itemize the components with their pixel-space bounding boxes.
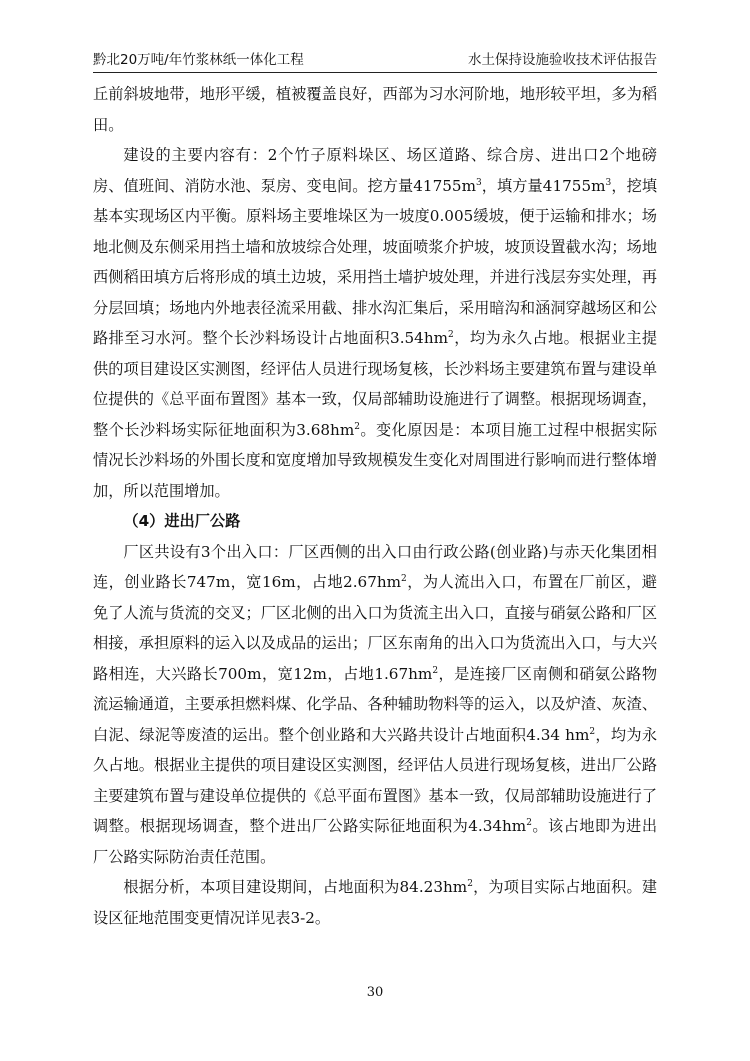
superscript: 3	[605, 177, 612, 188]
header-report-title: 水土保持设施验收技术评估报告	[468, 52, 657, 68]
body-text	[93, 79, 657, 933]
superscript: 2	[448, 329, 454, 340]
paragraph-intro-continuation: 丘前斜坡地带，地形平缓，植被覆盖良好，西部为习水河阶地，地形较平坦，多为稻田。	[93, 85, 657, 134]
superscript: 2	[467, 878, 473, 889]
superscript: 3	[476, 177, 482, 188]
paragraph-construction-content: 建设的主要内容有：2个竹子原料垛区、场区道路、综合房、进出口2个地磅房、值班间、消防水池、泵房、变电间。挖方量$41755m^3$，填方量$41755m^3$，挖填基本实现场区内平衡。原料场主要堆垛区为一坡度0.005缓坡，便于运输和排水；场地北侧及东侧采用挡土墙和放坡综合处理，坡面喷浆介护坡，坡顶设置截水沟；场地西侧稻田填方后将形成的填土边坡，采用挡土墙护坡处理，并进行浅层夯实处理，再分层回填；场地内外地表径流采用截、排水沟汇集后，采用暗沟和涵洞穿越场区和公路排至习水河。整个长沙料场设计占地面积$3.54hm^2$，均为永久占地。根据业主提供的项目建设区实测图，经评估人员进行现场复核，长沙料场主要建筑布置与建设单位提供的《总平面布置图》基本一致，仅局部辅助设施进行了调整。根据现场调查，整个长沙料场实际征地面积为$3.68hm^2$。变化原因是：本项目施工过程中根据实际情况长沙料场的外围长度和宽度增加导致规模发生变化对周围进行影响而进行整体增加，所以范围增加。	[93, 146, 658, 500]
superscript: 2	[401, 573, 407, 584]
header-project-title: 黔北20万吨/年竹浆林纸一体化工程	[93, 52, 304, 68]
superscript: 2	[354, 421, 360, 432]
paragraph-summary: 根据分析，本项目建设期间，占地面积为$84.23hm^2$，为项目实际占地面积。建设区征地范围变更情况详见表3-2。	[93, 878, 658, 927]
section-heading: （4）进出厂公路	[123, 512, 241, 530]
superscript: 2	[432, 665, 439, 676]
page-header	[93, 50, 657, 73]
paragraph-access-roads: 厂区共设有3个出入口：厂区西侧的出入口由行政公路(创业路)与赤天化集团相连，创业路长747m，宽16m，占地$2.67hm^2$，为人流出入口，布置在厂前区，避免了人流与货流的交叉；厂区北侧的出入口为货流主出入口，直接与硝氨公路和厂区相接，承担原料的运入以及成品的运出；厂区东南角的出入口为货流出入口，与大兴路相连，大兴路长700m，宽12m，占地$1.67hm^2$，是连接厂区南侧和硝氨公路物流运输通道，主要承担燃料煤、化学品、各种辅助物料等的运入，以及炉渣、灰渣、白泥、绿泥等废渣的运出。整个创业路和大兴路共设计占地面积4.34 $hm^2$，均为永久占地。根据业主提供的项目建设区实测图，经评估人员进行现场复核，进出厂公路主要建筑布置与建设单位提供的《总平面布置图》基本一致，仅局部辅助设施进行了调整。根据现场调查，整个进出厂公路实际征地面积为$4.34hm^2$。该占地即为进出厂公路实际防治责任范围。	[93, 542, 658, 866]
superscript: 2	[589, 726, 596, 737]
page-number: 30	[366, 985, 384, 1000]
superscript: 2	[526, 817, 532, 828]
